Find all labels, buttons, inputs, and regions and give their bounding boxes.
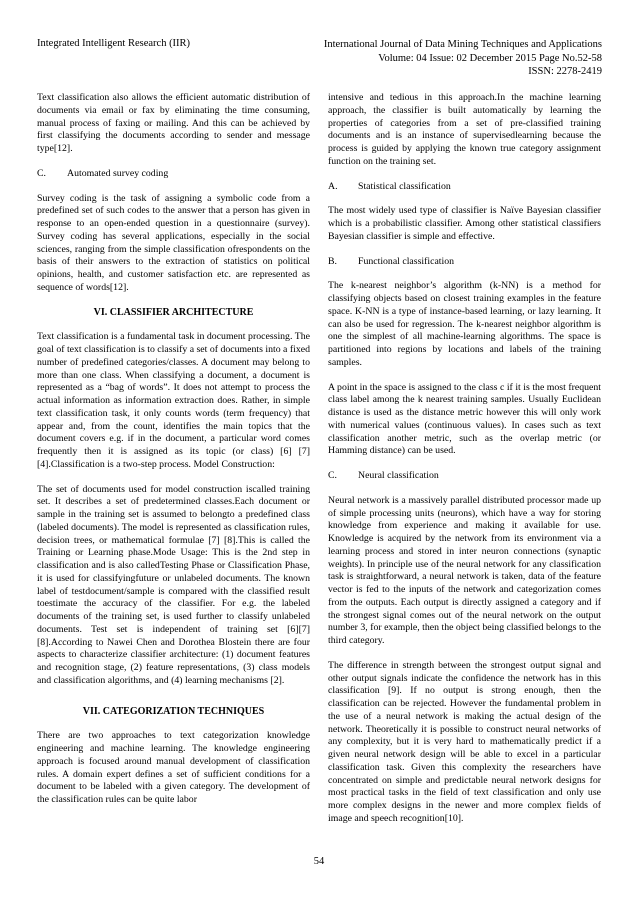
subsection-label: C. (37, 167, 46, 179)
journal-publisher: Integrated Intelligent Research (IIR) (37, 38, 191, 49)
subsection-heading (37, 168, 310, 181)
journal-header (302, 38, 602, 79)
paragraph: A point in the space is assigned to the class c if it is the most frequent class label among the k nearest training samples. Usually Euclidean distance is used as the distance metric however this will only work with numerical values (continuous values). In cases such as text classification another metric, such as the overlap metric (or Hamming distance) can be used. (328, 381, 601, 457)
subsection-title: Functional classification (358, 255, 455, 267)
section-heading: VII. CATEGORIZATION TECHNIQUES (82, 705, 265, 717)
subsection-label: B. (328, 255, 337, 267)
left-column (37, 92, 310, 819)
paragraph: Text classification is a fundamental task in document processing. The goal of text classification is to classify a set of documents into a fixed number of predefined categories/classes. A document may belong to more than one class. When classifying a document, a document is represented as a “bag of words”. It does not attempt to process the actual information as information extraction does. Rather, in simple text classification task, it only counts words (term frequency) that appear and, from the count, identifies the main topics that the document covers e.g. if in the document, a particular word comes frequently then it is assigned as its topic (or class) [6] [7][4].Classification is a two-step process. Model Construction: (37, 331, 310, 470)
subsection-label: A. (328, 180, 338, 192)
subsection-title: Neural classification (358, 470, 439, 481)
paragraph: intensive and tedious in this approach.In the machine learning approach, the classifier is built automatically by learning the properties of categories from a set of pre-classified training documents and is an instance of supervisedlearning because the process is guided by applying the known true category assignment function on the training set. (328, 92, 601, 167)
paragraph: The k-nearest neighbor’s algorithm (k-NN) is a method for classifying objects based on closest training examples in the feature space. K-NN is a type of instance-based learning, or lazy learning. It can also be used for regression. The k-nearest neighbor algorithm is one the simplest of all machine-learning algorithms. The space is partitioned into regions by locations and labels of the training samples. (328, 280, 601, 368)
paragraph: Neural network is a massively parallel distributed processor made up of simple processing units (neurons), which have a way for storing knowledge from experience and making it available for use. Knowledge is acquired by the network from its environment via a learning process and stored in inter neuron connections (synaptic weights). In principle use of the neural network for any classification task is straightforward, a neural network is taken, data of the feature vector is fed to the inputs of the network and categorization comes from the outputs. Each output is directly assigned a category and if the strongest signal comes out of the neural network on the output number 3, for example, then the object being classified belongs to the third category. (328, 494, 601, 646)
paragraph: The most widely used type of classifier is Naïve Bayesian classifier which is a probabilistic classifier. Among other statistical classifiers Bayesian classifier is simple and effective. (328, 205, 601, 242)
journal-title: International Journal of Data Mining Techniques and Applications (323, 39, 602, 50)
subsection-heading (328, 256, 601, 269)
subsection-title: Statistical classification (358, 180, 451, 192)
subsection-title: Automated survey coding (67, 167, 169, 179)
paragraph: Text classification also allows the efficient automatic distribution of documents via email or fax by eliminating the time consuming, manual process of faxing or mailing. And this can be achieved by first classifying the documents according to sender and message type[12]. (37, 92, 310, 154)
paragraph: The set of documents used for model construction iscalled training set. It describes a set of predetermined classes.Each document or sample in the training set is assumed to belongto a predefined class (labeled documents). The model is represented as classification rules, decision trees, or mathematical formulae [7] [8].This is called the Training or Learning phase.Mode Usage: This is the 2nd step in classification and is also calledTesting Phase or Classification Phase, it is used for classifyingfuture or unlabeled documents. The known label of testdocument/sample is compared with the classified result toestimate the accuracy of the classifier. For e.g. the labeled documents of the training set, is used further to classify unlabeled documents. Test set is independent of training set [6][7] [8].According to Nawei Chen and Dorothea Blostein there are four aspects to characterize classifier architecture: (1) document features and recognition stage, (2) feature representations, (3) class models and classification algorithms, and (4) learning mechanisms [2]. (37, 483, 310, 686)
paragraph: There are two approaches to text categorization knowledge engineering and machine learning. The knowledge engineering approach is focused around manual development of classification rules. A domain expert defines a set of sufficient conditions for a document to be labeled with a given category. The development of the classification rules can be quite labor (37, 730, 310, 805)
subsection-heading (328, 181, 601, 194)
journal-volume: Volume: 04 Issue: 02 December 2015 Page No.52-58 (378, 52, 602, 64)
right-column (328, 92, 601, 838)
page-number: 54 (313, 856, 325, 867)
subsection-label: C. (328, 470, 337, 481)
section-heading: VI. CLASSIFIER ARCHITECTURE (93, 306, 254, 318)
subsection-heading (328, 470, 601, 483)
journal-issn: ISSN: 2278-2419 (528, 66, 602, 77)
paragraph: Survey coding is the task of assigning a symbolic code from a predefined set of such codes to the answer that a person has given in response to an open-ended question in a questionnaire (survey). Survey coding has several applications, especially in the social sciences, ranging from the simple classification ofrespondents on the basis of their answers to the extraction of statistics on political opinions, health, and customer satisfaction etc. are represented as sequence of words[12]. (37, 192, 310, 293)
paragraph: The difference in strength between the strongest output signal and other output signals indicate the confidence the network has in this classification [9]. If no output is strong enough, then the classification can be rejected. However the fundamental problem in the use of a neural network is making the actual design of the network. Theoretically it is possible to construct neural networks of any complexity, but it is very hard to mathematically predict if a given neural network design will be able to excel in a particular classification task. Given this complexity the researchers have concentrated on simple and predictable neural network designs for most practical tasks in the field of text classification and only use more complex designs in the newer and more complex fields of image and speech recognition[10]. (328, 659, 601, 824)
